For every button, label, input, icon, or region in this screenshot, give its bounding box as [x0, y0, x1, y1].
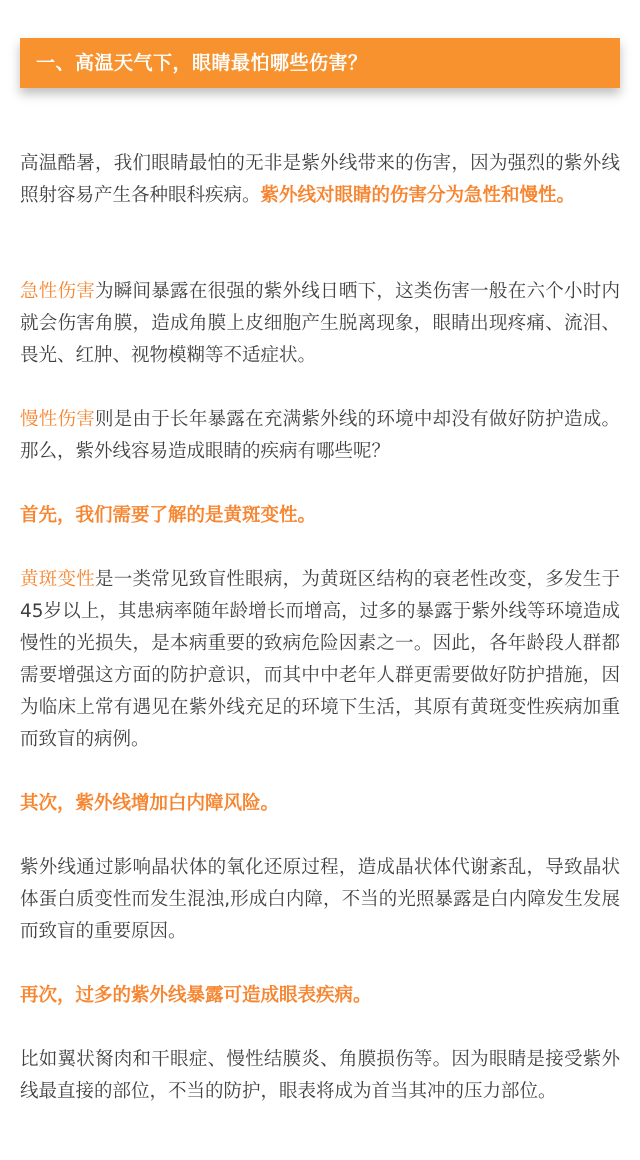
section-title: 一、高温天气下，眼睛最怕哪些伤害？ — [36, 52, 368, 74]
ocular-surface-heading — [20, 980, 620, 1012]
ocular-surface-heading-text: 再次，过多的紫外线暴露可造成眼表疾病。 — [20, 985, 372, 1006]
intro-text: 高温酷暑，我们眼睛最怕的无非是紫外线带来的伤害，因为强烈的紫外线照射容易产生各种眼科疾病。 — [20, 153, 620, 206]
cataract-paragraph — [20, 852, 620, 948]
ocular-surface-paragraph — [20, 1044, 620, 1108]
intro-paragraph — [20, 148, 620, 212]
macular-heading-text: 首先，我们需要了解的是黄斑变性。 — [20, 505, 317, 526]
acute-damage-paragraph — [20, 276, 620, 372]
macular-term: 黄斑变性 — [20, 569, 96, 590]
ocular-surface-text: 比如翼状胬肉和干眼症、慢性结膜炎、角膜损伤等。因为眼睛是接受紫外线最直接的部位，不当的防护，眼表将成为首当其冲的压力部位。 — [20, 1049, 620, 1102]
macular-text: 是一类常见致盲性眼病，为黄斑区结构的衰老性改变，多发生于45岁以上，其患病率随年龄增长而增高，过多的暴露于紫外线等环境造成慢性的光损失，是本病重要的致病危险因素之一。因此，各年龄段人群都需要增强这方面的防护意识，而其中中老年人群更需要做好防护措施，因为临床上常有遇见在紫外线充足的环境下生活，其原有黄斑变性疾病加重而致盲的病例。 — [20, 569, 620, 750]
cataract-text: 紫外线通过影响晶状体的氧化还原过程，造成晶状体代谢紊乱，导致晶状体蛋白质变性而发生混浊,形成白内障，不当的光照暴露是白内障发生发展而致盲的重要原因。 — [20, 857, 620, 942]
intro-highlight: 紫外线对眼睛的伤害分为急性和慢性。 — [260, 185, 576, 206]
acute-damage-text: 为瞬间暴露在很强的紫外线日晒下，这类伤害一般在六个小时内就会伤害角膜，造成角膜上皮细胞产生脱离现象，眼睛出现疼痛、流泪、畏光、红肿、视物模糊等不适症状。 — [20, 281, 620, 366]
cataract-heading — [20, 788, 620, 820]
macular-paragraph — [20, 564, 620, 756]
chronic-damage-paragraph — [20, 404, 620, 468]
chronic-damage-term: 慢性伤害 — [20, 409, 96, 430]
acute-damage-term: 急性伤害 — [20, 281, 96, 302]
cataract-heading-text: 其次，紫外线增加白内障风险。 — [20, 793, 280, 814]
chronic-damage-text: 则是由于长年暴露在充满紫外线的环境中却没有做好防护造成。那么，紫外线容易造成眼睛的疾病有哪些呢？ — [20, 409, 620, 462]
macular-heading — [20, 500, 620, 532]
section-header-banner — [20, 38, 620, 88]
